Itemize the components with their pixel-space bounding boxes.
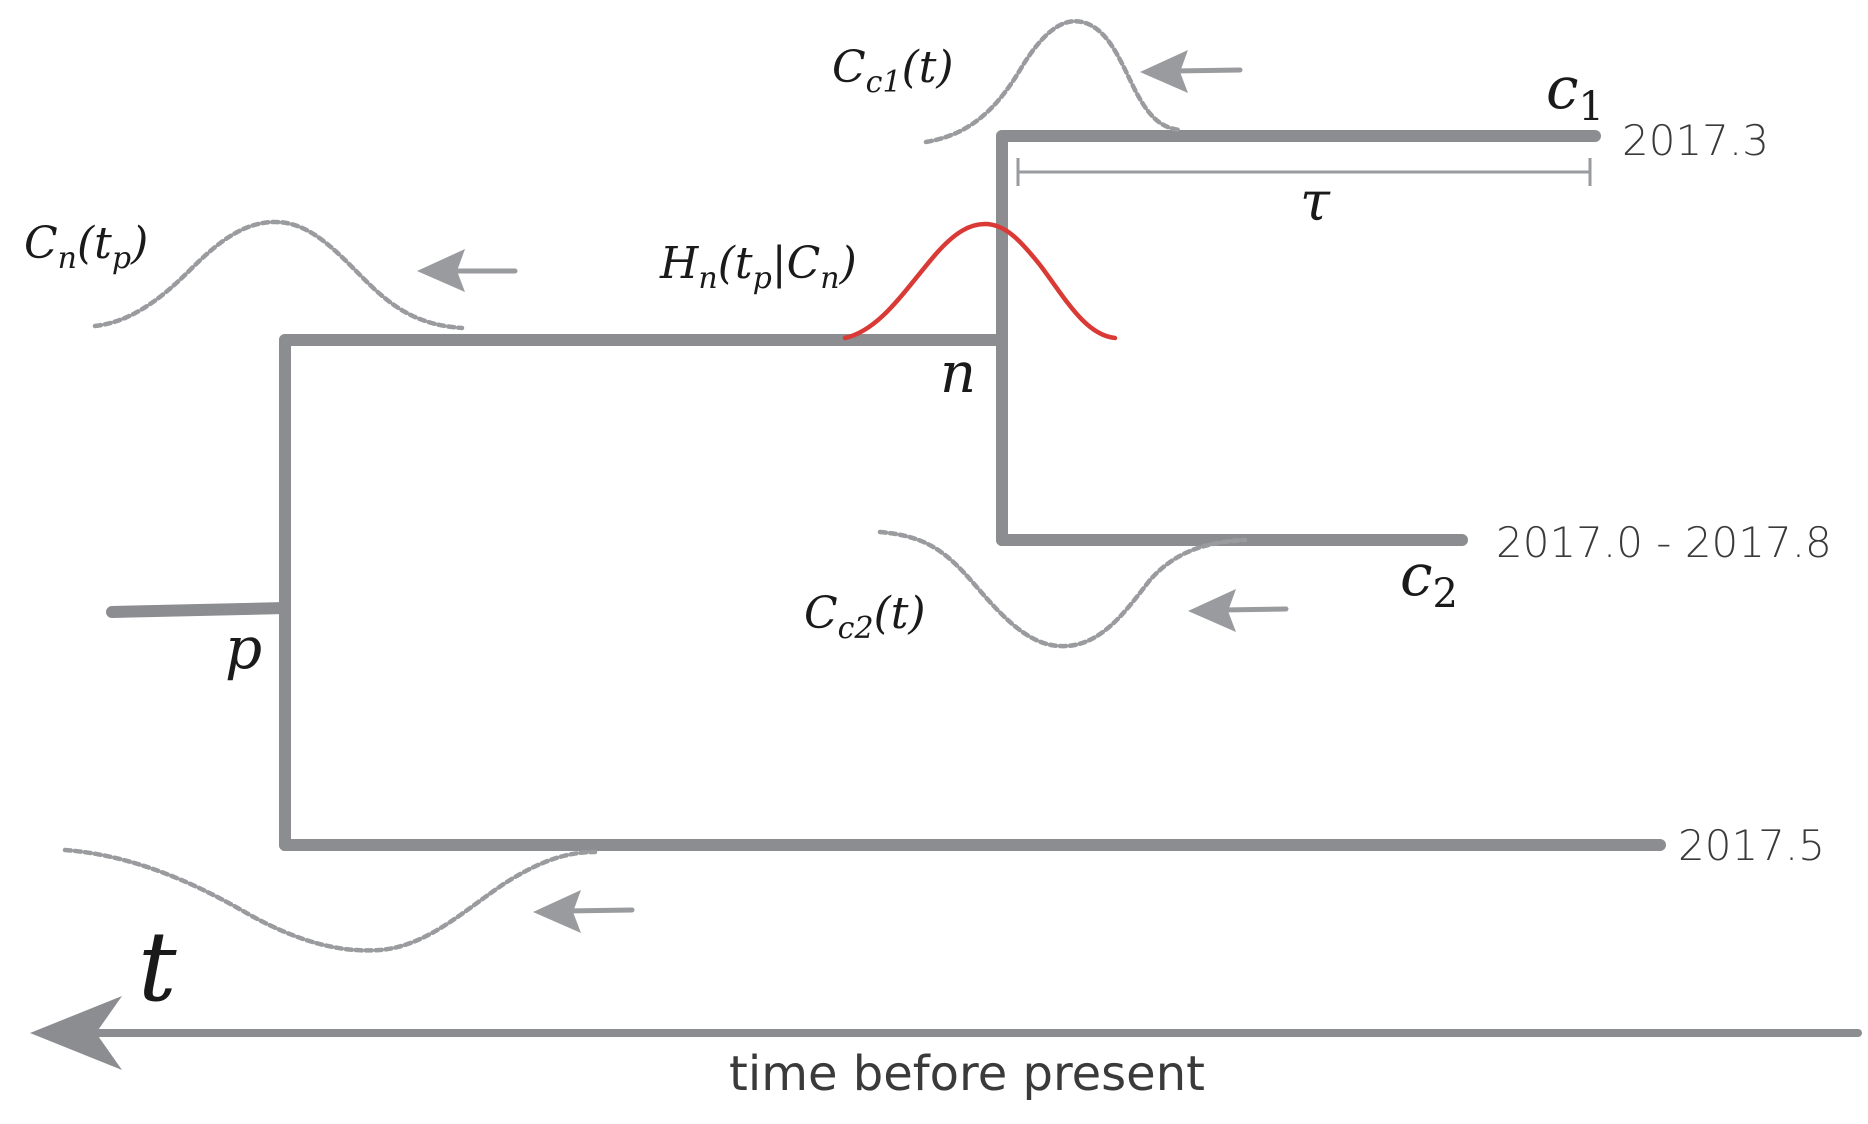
label-cn: $C_n(t_p)$ [24,218,149,276]
axis-label: time before present [729,1046,1205,1102]
arrow-left-icon [1188,589,1286,632]
label-cc1: $C_{c1}(t)$ [832,42,954,100]
label-tau: τ [1300,170,1330,233]
arrow-left-icon [533,890,632,933]
label-c2: $c_2$ [1400,541,1458,617]
label-t: t [138,911,177,1023]
message-arrows [417,50,1286,933]
branch-root-stem [112,608,285,612]
distribution-cn [95,222,462,328]
label-p: p [225,614,263,682]
distribution-cc2 [880,532,1245,646]
date-c2: 2017.0 - 2017.8 [1496,518,1832,567]
label-c1: $c_1$ [1546,54,1604,130]
label-hn: $H_n(t_p|C_n)$ [660,238,857,296]
label-cc2: $C_{c2}(t)$ [804,588,926,646]
distribution-cc1 [926,21,1180,142]
date-c1: 2017.3 [1622,116,1769,165]
date-tip-2017-5: 2017.5 [1678,821,1825,870]
label-n: n [940,341,977,406]
tree-branches [112,136,1660,845]
arrow-left-icon [1140,50,1240,93]
message-distributions [65,21,1245,950]
distribution-hn [845,224,1115,338]
arrow-left-icon [417,249,515,292]
